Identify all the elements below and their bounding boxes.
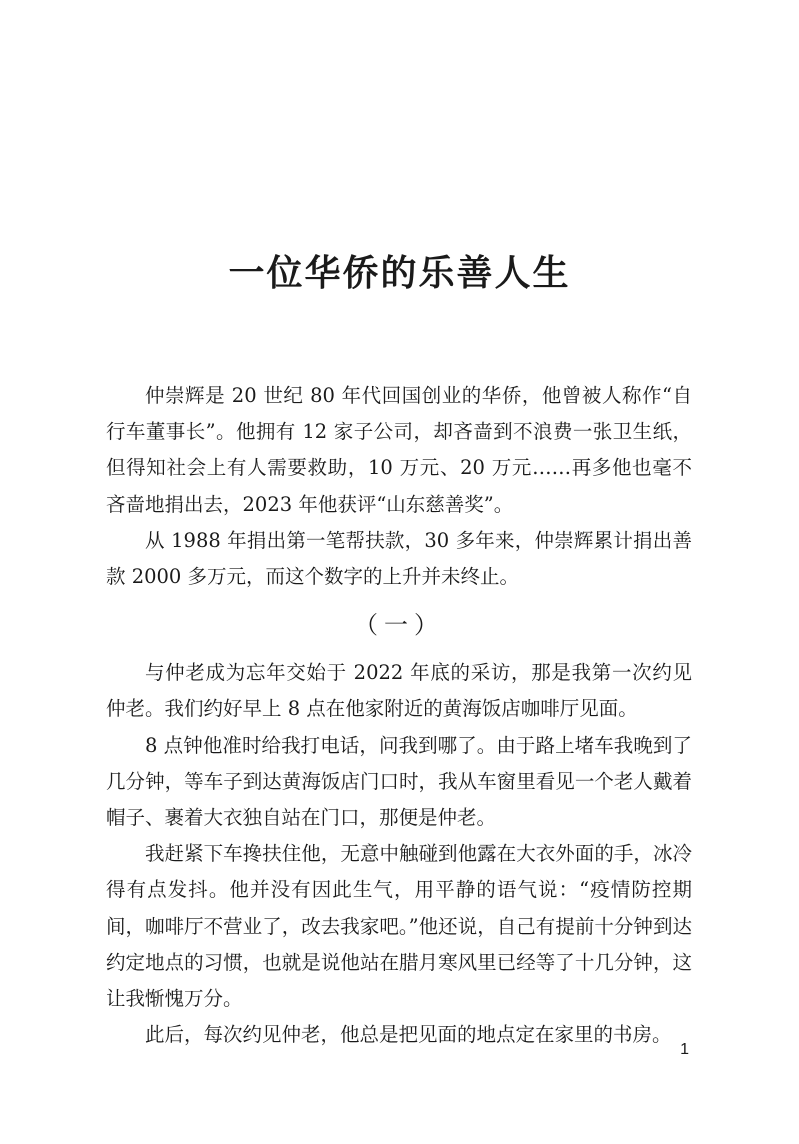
article-title: 一位华侨的乐善人生: [228, 252, 571, 294]
paragraph: 仲崇辉是 20 世纪 80 年代回国创业的华侨，他曾被人称作“自行车董事长”。他拥有 12 家子公司，却吝啬到不浪费一张卫生纸，但得知社会上有人需要救助，10 万元、20 万元……再多他也毫不吝啬地捐出去，2023 年他获评“山东慈善奖”。: [106, 384, 692, 516]
article-body: [106, 378, 692, 1053]
paragraph: 从 1988 年捐出第一笔帮扶款，30 多年来，仲崇辉累计捐出善款 2000 多万元，而这个数字的上升并未终止。: [106, 528, 692, 589]
paragraph: 此后，每次约见仲老，他总是把见面的地点定在家里的书房。: [145, 1023, 672, 1047]
page-number: 1: [680, 1041, 689, 1058]
section-heading: （一）: [354, 611, 444, 640]
paragraph: 我赶紧下车搀扶住他，无意中触碰到他露在大衣外面的手，冰冷得有点发抖。他并没有因此生气，用平静的语气说：“疫情防控期间，咖啡厅不营业了，改去我家吧。”他还说，自己有提前十分钟到达约定地点的习惯，也就是说他站在腊月寒风里已经等了十几分钟，这让我惭愧万分。: [106, 842, 692, 1011]
paragraph: 与仲老成为忘年交始于 2022 年底的采访，那是我第一次约见仲老。我们约好早上 8 点在他家附近的黄海饭店咖啡厅见面。: [106, 661, 692, 721]
paragraph: 8 点钟他准时给我打电话，问我到哪了。由于路上堵车我晚到了几分钟，等车子到达黄海饭店门口时，我从车窗里看见一个老人戴着帽子、裹着大衣独自站在门口，那便是仲老。: [106, 733, 692, 830]
